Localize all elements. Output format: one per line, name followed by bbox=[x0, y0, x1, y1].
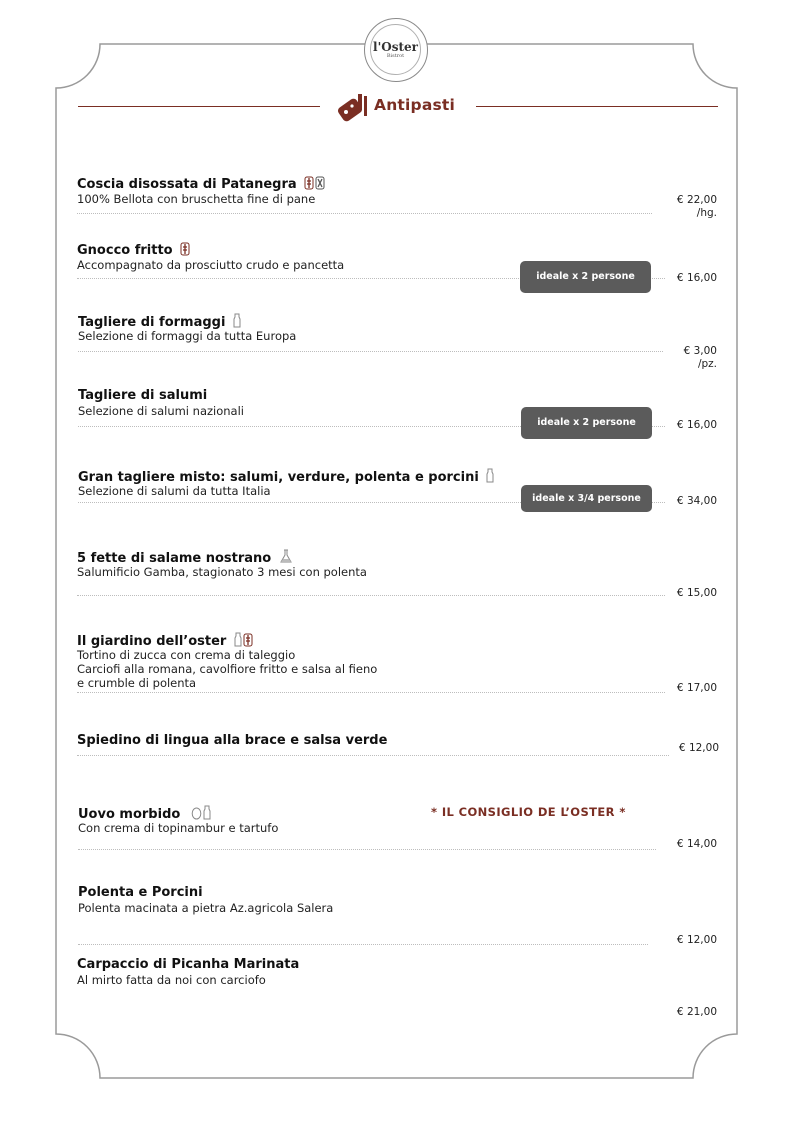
item-desc: Tortino di zucca con crema di taleggio bbox=[77, 648, 296, 662]
item-price: € 16,00 bbox=[676, 419, 717, 431]
item-desc: Con crema di topinambur e tartufo bbox=[78, 821, 279, 835]
item-desc: Carciofi alla romana, cavolfiore fritto e salsa al fieno bbox=[77, 662, 378, 676]
item-desc: Al mirto fatta da noi con carciofo bbox=[77, 973, 266, 987]
logo-text: l'Oster bbox=[373, 39, 418, 54]
item-name: Il giardino dell’oster bbox=[77, 632, 253, 649]
serving-badge: ideale x 2 persone bbox=[521, 407, 652, 439]
serving-badge: ideale x 3/4 persone bbox=[521, 485, 652, 512]
brand-logo bbox=[364, 18, 428, 82]
item-desc: Accompagnato da prosciutto crudo e pancetta bbox=[77, 258, 345, 272]
item-price: € 34,00 bbox=[676, 495, 717, 507]
item-price: € 14,00 bbox=[676, 838, 717, 850]
dotted-leader bbox=[78, 351, 663, 352]
item-desc: Salumificio Gamba, stagionato 3 mesi con polenta bbox=[77, 565, 367, 579]
item-name: Tagliere di formaggi bbox=[78, 313, 241, 330]
egg-icon bbox=[191, 805, 202, 820]
item-name: Polenta e Porcini bbox=[78, 885, 203, 900]
item-price: € 3,00 bbox=[683, 345, 717, 357]
item-name: Carpaccio di Picanha Marinata bbox=[77, 957, 300, 972]
item-name: Uovo morbido bbox=[78, 805, 211, 822]
item-desc: Selezione di salumi nazionali bbox=[78, 404, 244, 418]
section-title: Antipasti bbox=[374, 96, 456, 114]
item-price: € 17,00 bbox=[676, 682, 717, 694]
dotted-leader bbox=[77, 692, 665, 693]
milk-icon bbox=[203, 805, 211, 820]
item-price: € 16,00 bbox=[676, 272, 717, 284]
item-name: Gran tagliere misto: salumi, verdure, polenta e porcini bbox=[78, 468, 494, 485]
gluten-icon bbox=[315, 176, 325, 190]
dotted-leader bbox=[77, 755, 669, 756]
item-unit: /hg. bbox=[696, 207, 717, 219]
milk-icon bbox=[233, 313, 241, 328]
section-rule-left bbox=[78, 106, 320, 107]
logo-sub: Bistrot bbox=[386, 52, 405, 59]
dotted-leader bbox=[77, 595, 665, 596]
item-name: Gnocco fritto bbox=[77, 242, 190, 258]
cutting-board-icon bbox=[336, 90, 370, 124]
item-desc: Polenta macinata a pietra Az.agricola Salera bbox=[78, 901, 334, 915]
dotted-leader bbox=[77, 213, 652, 214]
item-name: Spiedino di lingua alla brace e salsa verde bbox=[77, 733, 388, 748]
item-unit: /pz. bbox=[697, 358, 717, 370]
item-desc: 100% Bellota con bruschetta fine di pane bbox=[77, 192, 316, 206]
item-desc: e crumble di polenta bbox=[77, 676, 197, 690]
dotted-leader bbox=[78, 849, 656, 850]
chef-recommendation: * IL CONSIGLIO DE L’OSTER * bbox=[431, 805, 626, 819]
item-price: € 15,00 bbox=[676, 587, 717, 599]
flask-icon bbox=[279, 549, 293, 564]
item-price: € 21,00 bbox=[676, 1006, 717, 1018]
item-name: Tagliere di salumi bbox=[78, 388, 208, 403]
wheat-icon bbox=[304, 176, 314, 190]
item-name: Coscia disossata di Patanegra bbox=[77, 176, 325, 192]
item-price: € 12,00 bbox=[678, 742, 719, 754]
item-name: 5 fette di salame nostrano bbox=[77, 549, 293, 566]
milk-icon bbox=[234, 632, 242, 647]
dotted-leader bbox=[78, 944, 648, 945]
serving-badge: ideale x 2 persone bbox=[520, 261, 651, 293]
item-desc: Selezione di salumi da tutta Italia bbox=[78, 484, 271, 498]
section-rule-right bbox=[476, 106, 718, 107]
item-price: € 12,00 bbox=[676, 934, 717, 946]
wheat-icon bbox=[243, 633, 253, 647]
wheat-icon bbox=[180, 242, 190, 256]
item-desc: Selezione di formaggi da tutta Europa bbox=[78, 329, 297, 343]
milk-icon bbox=[486, 468, 494, 483]
item-price: € 22,00 bbox=[676, 194, 717, 206]
